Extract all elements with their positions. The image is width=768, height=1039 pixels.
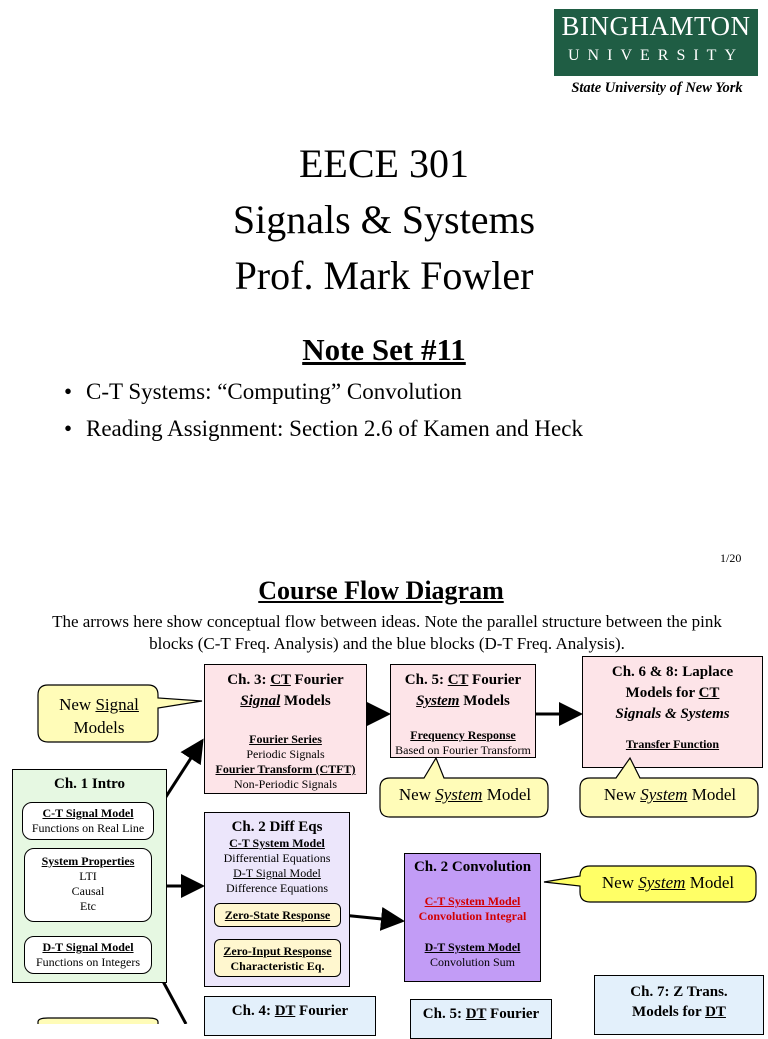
label: Zero-Input Response xyxy=(223,944,332,958)
title-part: Signal xyxy=(240,693,281,709)
ch5ct-title xyxy=(391,670,535,712)
diagram-heading: Course Flow Diagram xyxy=(258,576,504,605)
ch6-8-laplace-box xyxy=(582,656,763,768)
arrow-zsr-to-conv xyxy=(342,915,402,921)
title-part: System xyxy=(416,693,460,709)
title-part: Ch. 7: Z Trans. xyxy=(630,984,728,1000)
zero-state-response xyxy=(214,903,341,927)
course-number: EECE 301 xyxy=(299,141,469,186)
title-part: Models xyxy=(280,693,331,709)
ch5ct-frequency-response: Frequency Response xyxy=(410,728,516,742)
title-part: Models xyxy=(459,693,510,709)
title-part: Fourier xyxy=(290,672,344,688)
title-part: CT xyxy=(447,672,469,688)
ch1-ct-signal-model xyxy=(22,802,154,840)
ch3-periodic-signals: Periodic Signals xyxy=(246,747,325,761)
ch2diff-dt-model: D-T Signal Model xyxy=(233,866,321,880)
ch68-title xyxy=(583,662,762,725)
logo-name: BINGHAMTON xyxy=(561,11,751,41)
professor-name: Prof. Mark Fowler xyxy=(234,253,534,298)
bullet-text: C-T Systems: “Computing” Convolution xyxy=(86,379,462,404)
title-part: Signals & Systems xyxy=(615,706,730,722)
ch2diff-title: Ch. 2 Diff Eqs xyxy=(231,819,323,835)
label: Zero-State Response xyxy=(224,908,331,922)
ch2diff-diffeq: Differential Equations xyxy=(223,851,331,865)
ch2-convolution-box xyxy=(404,853,541,982)
bullet-text: Reading Assignment: Section 2.6 of Kamen and Heck xyxy=(86,416,583,441)
ch2diff-ct-model: C-T System Model xyxy=(229,836,325,850)
callout-emph: System xyxy=(435,785,483,804)
callout-emph: Signal xyxy=(95,695,139,714)
ch3-title xyxy=(205,670,366,712)
ch5dt-title xyxy=(411,1006,551,1023)
title-part: Ch. 3: xyxy=(227,672,271,688)
callout-emph: System xyxy=(640,785,688,804)
callout-new-signal xyxy=(38,693,160,739)
ch68-transfer-function: Transfer Function xyxy=(625,737,720,751)
callout-new-system-yellow xyxy=(580,873,756,893)
bullet-dot: • xyxy=(64,379,73,404)
callout-text: New xyxy=(398,785,436,804)
title-part: Ch. 4: xyxy=(231,1003,275,1019)
ch1-title: Ch. 1 Intro xyxy=(54,776,125,792)
bullet-dot: • xyxy=(64,416,73,441)
note-set-title: Note Set #11 xyxy=(302,332,466,367)
callout-text: Model xyxy=(687,785,737,804)
logo-university: UNIVERSITY xyxy=(568,47,744,64)
callout-emph: System xyxy=(638,873,686,892)
label: Functions on Real Line xyxy=(31,821,145,835)
label: LTI xyxy=(79,869,97,883)
ch5-dt-fourier-box xyxy=(410,999,552,1039)
title-part: CT xyxy=(698,685,720,701)
ch5ct-based-on: Based on Fourier Transform xyxy=(395,743,531,757)
callout-text: Models xyxy=(73,718,125,737)
title-part: DT xyxy=(274,1003,296,1019)
ch5-ct-fourier-system-box xyxy=(390,664,536,758)
ch2conv-ct-model: C-T System Model xyxy=(424,894,521,908)
diagram-description: The arrows here show conceptual flow between ideas. Note the parallel structure between the pink blocks (C-T Freq. Analysis) and the blue blocks (D-T Freq. Analysis). xyxy=(52,612,722,653)
label: Etc xyxy=(80,899,96,913)
ch2conv-dt-model: D-T System Model xyxy=(424,940,521,954)
title-part: Fourier xyxy=(468,672,522,688)
label: C-T Signal Model xyxy=(42,806,134,820)
title-part: Ch. 5: xyxy=(422,1006,466,1022)
ch7-z-trans-box xyxy=(594,975,764,1035)
logo-tagline: State University of New York xyxy=(571,80,743,96)
callout-text: New xyxy=(59,695,96,714)
callout-text: New xyxy=(603,785,641,804)
title-part: Fourier xyxy=(486,1006,540,1022)
label: System Properties xyxy=(41,854,135,868)
label: Causal xyxy=(71,884,105,898)
ch3-nonperiodic: Non-Periodic Signals xyxy=(234,777,337,791)
callout-new-system-2 xyxy=(580,785,760,805)
zero-input-response xyxy=(214,939,341,977)
course-name: Signals & Systems xyxy=(232,197,536,242)
partial-bubble-bottom xyxy=(36,1016,162,1024)
title-part: DT xyxy=(465,1006,487,1022)
ch2conv-integral: Convolution Integral xyxy=(418,909,527,923)
callout-text: New xyxy=(601,873,639,892)
title-part: CT xyxy=(270,672,291,688)
ch4-title xyxy=(205,1003,375,1020)
title-part: DT xyxy=(705,1004,726,1020)
ch2conv-sum: Convolution Sum xyxy=(429,955,515,969)
label: D-T Signal Model xyxy=(42,940,134,954)
ch3-fourier-series: Fourier Series xyxy=(249,732,322,746)
title-part: Ch. 6 & 8: Laplace xyxy=(611,664,734,680)
page-number: 1/20 xyxy=(720,551,742,565)
callout-text: Model xyxy=(482,785,532,804)
ch3-ct-fourier-signal-box xyxy=(204,664,367,794)
ch1-system-properties xyxy=(24,848,152,922)
label: Functions on Integers xyxy=(36,955,140,969)
ch2diff-differenceeq: Difference Equations xyxy=(225,881,329,895)
callout-new-system-1 xyxy=(380,785,550,805)
title-part: Ch. 5: xyxy=(404,672,448,688)
ch7-title xyxy=(595,982,763,1022)
label: Characteristic Eq. xyxy=(230,959,325,973)
ch1-dt-signal-model xyxy=(24,936,152,974)
ch2conv-title: Ch. 2 Convolution xyxy=(413,859,532,875)
title-part: Models for xyxy=(632,1004,706,1020)
ch3-ctft: Fourier Transform (CTFT) xyxy=(215,762,356,776)
title-part: Models for xyxy=(625,685,699,701)
ch4-dt-fourier-box xyxy=(204,996,376,1036)
callout-text: Model xyxy=(685,873,735,892)
title-part: Fourier xyxy=(295,1003,349,1019)
